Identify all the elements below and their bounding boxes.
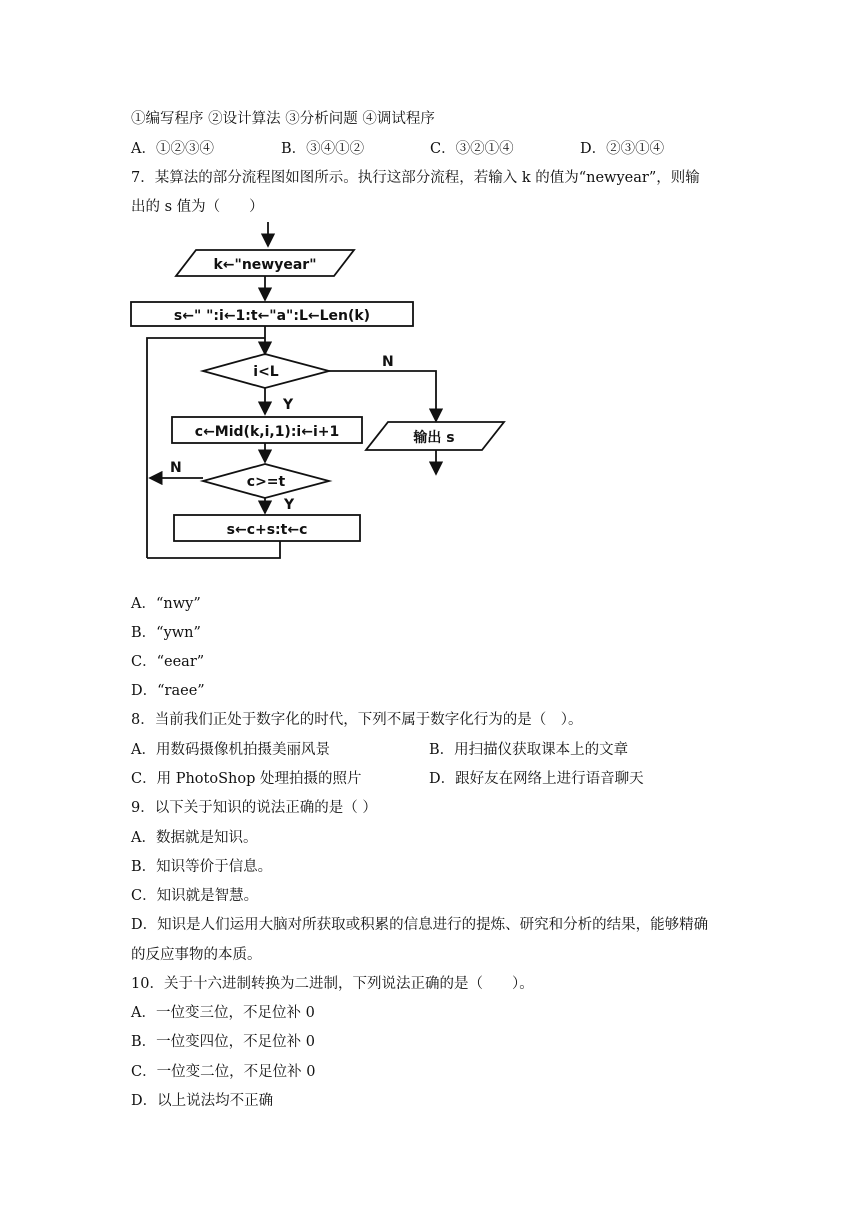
- q7-stem-line2: 出的 s 值为（ ）: [131, 199, 264, 215]
- q6-steps: ①编写程序 ②设计算法 ③分析问题 ④调试程序: [131, 111, 435, 127]
- q7-option-c: C．“eear”: [131, 654, 205, 670]
- q8-option-b: B．用扫描仪获取课本上的文章: [429, 742, 629, 758]
- flow-yes-label-2: Y: [284, 497, 295, 513]
- q7-option-a: A．“nwy”: [131, 596, 201, 612]
- q7-option-b: B．“ywn”: [131, 625, 201, 641]
- flow-cond1-text: i<L: [253, 364, 279, 380]
- flow-no-label-2: N: [170, 460, 182, 476]
- q6-option-b: B．③④①②: [281, 141, 365, 157]
- q9-option-d-line1: D．知识是人们运用大脑对所获取或积累的信息进行的提炼、研究和分析的结果，能够精确: [131, 917, 709, 933]
- q10-stem: 10．关于十六进制转换为二进制，下列说法正确的是（ ）。: [131, 976, 534, 992]
- flow-no-label-1: N: [382, 354, 394, 370]
- q8-option-a: A．用数码摄像机拍摄美丽风景: [131, 742, 330, 758]
- flow-cond2-text: c>=t: [246, 474, 286, 490]
- q6-option-c: C．③②①④: [430, 141, 514, 157]
- q10-option-b: B．一位变四位，不足位补 0: [131, 1034, 315, 1050]
- flow-input-text: k←"newyear": [213, 257, 317, 273]
- q10-option-d: D．以上说法均不正确: [131, 1093, 274, 1109]
- q7-option-d: D．“raee”: [131, 683, 205, 699]
- q9-option-b: B．知识等价于信息。: [131, 859, 273, 875]
- flow-output-text: 输出 s: [413, 430, 455, 446]
- flow-update-text: s←c+s:t←c: [226, 522, 308, 538]
- q6-option-d: D．②③①④: [580, 141, 665, 157]
- flow-yes-label-1: Y: [283, 397, 294, 413]
- q7-stem-line1: 7．某算法的部分流程图如图所示。执行这部分流程，若输入 k 的值为“newyear”，则输: [131, 170, 700, 186]
- q9-option-c: C．知识就是智慧。: [131, 888, 259, 904]
- q6-option-a: A．①②③④: [131, 141, 214, 157]
- q10-option-c: C．一位变二位，不足位补 0: [131, 1064, 316, 1080]
- q10-option-a: A．一位变三位，不足位补 0: [131, 1005, 315, 1021]
- q8-stem: 8．当前我们正处于数字化的时代，下列不属于数字化行为的是（ ）。: [131, 712, 583, 728]
- q9-option-a: A．数据就是知识。: [131, 830, 258, 846]
- q8-option-c: C．用 PhotoShop 处理拍摄的照片: [131, 771, 362, 787]
- q8-option-d: D．跟好友在网络上进行语音聊天: [429, 771, 644, 787]
- q7-flowchart: [120, 216, 520, 566]
- q9-stem: 9．以下关于知识的说法正确的是（ ）: [131, 800, 377, 816]
- q9-option-d-line2: 的反应事物的本质。: [131, 947, 262, 963]
- flow-body-text: c←Mid(k,i,1):i←i+1: [194, 424, 340, 440]
- flow-init-text: s←" ":i←1:t←"a":L←Len(k): [173, 308, 371, 324]
